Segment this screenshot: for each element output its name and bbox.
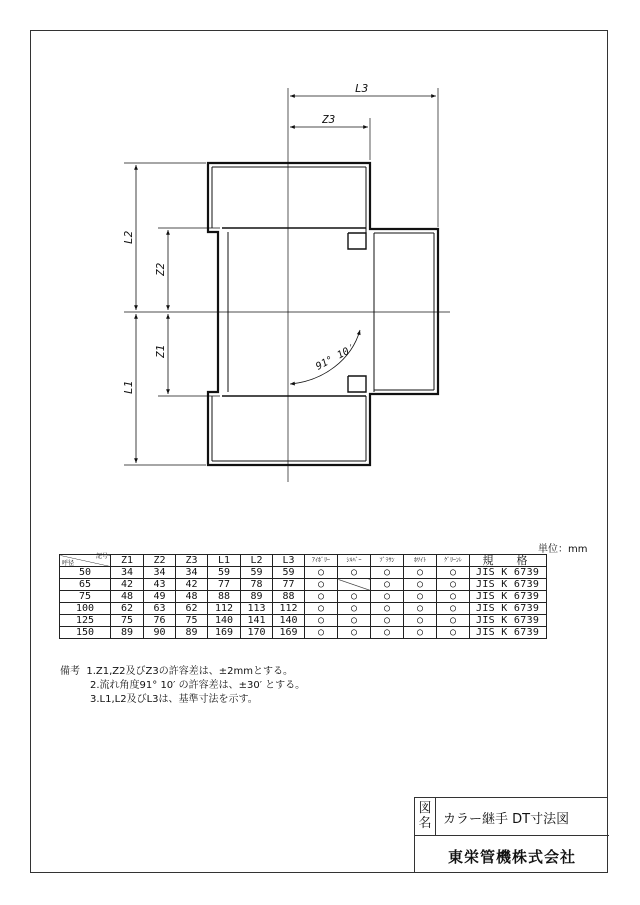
label-z2: Z2 [154,262,167,276]
cell-brown: ○ [371,627,404,639]
remarks-label: 備考 [60,666,80,677]
cell-z3: 89 [176,627,208,639]
cell-white: ○ [404,603,437,615]
cell-brown: ○ [371,579,404,591]
cell-l3: 112 [273,603,305,615]
cell-l3: 59 [273,567,305,579]
remarks [60,665,305,707]
cell-z1: 42 [111,579,144,591]
cell-silver: ○ [338,627,371,639]
cell-white: ○ [404,627,437,639]
cell-size: 125 [60,615,111,627]
cell-z2: 63 [144,603,176,615]
cell-l3: 140 [273,615,305,627]
cell-l1: 169 [208,627,241,639]
cell-silver: ○ [338,567,371,579]
remark-line-1 [60,665,305,679]
cell-l2: 89 [241,591,273,603]
cell-ivory: ○ [305,615,338,627]
cell-z2: 90 [144,627,176,639]
cell-silver: ○ [338,603,371,615]
drawing-name-label: 図 名 [415,798,436,835]
cell-white: ○ [404,591,437,603]
drawing-title: カラー継手 DT寸法図 [443,812,570,827]
cell-ivory: ○ [305,603,338,615]
cell-green: ○ [437,627,470,639]
cell-brown: ○ [371,615,404,627]
cell-l1: 77 [208,579,241,591]
company-name: 東栄管機株式会社 [447,848,576,866]
cell-l1: 88 [208,591,241,603]
cell-z2: 76 [144,615,176,627]
cell-standard: JIS K 6739 [470,591,547,603]
table-row [60,603,547,615]
cell-l1: 59 [208,567,241,579]
cell-standard: JIS K 6739 [470,579,547,591]
label-l3: L3 [355,82,369,95]
cell-green: ○ [437,615,470,627]
table-row [60,579,547,591]
cell-ivory: ○ [305,627,338,639]
cell-ivory: ○ [305,591,338,603]
cell-z2: 34 [144,567,176,579]
label-l2: L2 [122,230,135,244]
header-l2: L2 [241,555,273,567]
remark-line-3 [60,693,305,707]
cell-l1: 112 [208,603,241,615]
label-angle: 91° 10′ [314,343,357,373]
remark-2: 2.流れ角度91° 10′ の許容差は、±30′ とする。 [90,680,306,691]
cell-white: ○ [404,615,437,627]
header-green: ｸﾞﾘｰﾝﾚ [437,555,470,567]
cell-ivory: ○ [305,567,338,579]
title-block [414,797,608,873]
header-size: 呼径 [62,560,75,567]
cell-green: ○ [437,603,470,615]
header-z3: Z3 [176,555,208,567]
cell-l2: 59 [241,567,273,579]
cell-green: ○ [437,591,470,603]
cell-brown: ○ [371,591,404,603]
cell-standard: JIS K 6739 [470,615,547,627]
cell-l1: 140 [208,615,241,627]
cell-size: 100 [60,603,111,615]
cell-green: ○ [437,567,470,579]
cell-z3: 75 [176,615,208,627]
cell-size: 50 [60,567,111,579]
remark-1: 1.Z1,Z2及びZ3の許容差は、±2mmとする。 [86,666,293,677]
cell-l2: 141 [241,615,273,627]
cell-standard: JIS K 6739 [470,627,547,639]
cell-size: 65 [60,579,111,591]
table-row [60,591,547,603]
cell-l3: 88 [273,591,305,603]
header-z1: Z1 [111,555,144,567]
cell-silver: ○ [338,615,371,627]
header-white: ﾎﾜｲﾄ [404,555,437,567]
cell-z3: 48 [176,591,208,603]
cell-z1: 62 [111,603,144,615]
fitting-outline [208,163,438,465]
cell-z1: 48 [111,591,144,603]
cell-l2: 113 [241,603,273,615]
header-silver: ｼﾙﾊﾞｰ [338,555,371,567]
table-row [60,627,547,639]
header-symbol: 記号 [95,553,108,560]
table-row [60,615,547,627]
cell-ivory: ○ [305,579,338,591]
cell-size: 75 [60,591,111,603]
label-z3: Z3 [322,113,336,126]
remark-line-2 [60,679,305,693]
header-diagonal [60,555,111,567]
header-l3: L3 [273,555,305,567]
cell-standard: JIS K 6739 [470,567,547,579]
cell-z1: 75 [111,615,144,627]
header-brown: ﾌﾞﾗｳﾝ [371,555,404,567]
title-row [415,798,609,836]
label-z1: Z1 [154,344,167,358]
remark-3: 3.L1,L2及びL3は、基準寸法を示す。 [90,694,258,705]
cell-standard: JIS K 6739 [470,603,547,615]
cell-z1: 89 [111,627,144,639]
cell-brown: ○ [371,567,404,579]
table-row [60,567,547,579]
cell-white: ○ [404,579,437,591]
cell-z3: 34 [176,567,208,579]
cell-size: 150 [60,627,111,639]
cell-l2: 78 [241,579,273,591]
cell-z1: 34 [111,567,144,579]
cell-z3: 42 [176,579,208,591]
cell-l3: 77 [273,579,305,591]
label-l1: L1 [122,380,135,394]
cell-silver [338,579,371,591]
dimension-table [59,554,547,639]
cell-l3: 169 [273,627,305,639]
header-standard: 規 格 [470,555,547,567]
cell-white: ○ [404,567,437,579]
cell-z2: 43 [144,579,176,591]
cell-l2: 170 [241,627,273,639]
header-ivory: ｱｲﾎﾞﾘｰ [305,555,338,567]
cell-z2: 49 [144,591,176,603]
cell-brown: ○ [371,603,404,615]
cell-green: ○ [437,579,470,591]
header-z2: Z2 [144,555,176,567]
header-l1: L1 [208,555,241,567]
cell-silver: ○ [338,591,371,603]
unit-label: 単位：mm [538,544,588,555]
cell-z3: 62 [176,603,208,615]
